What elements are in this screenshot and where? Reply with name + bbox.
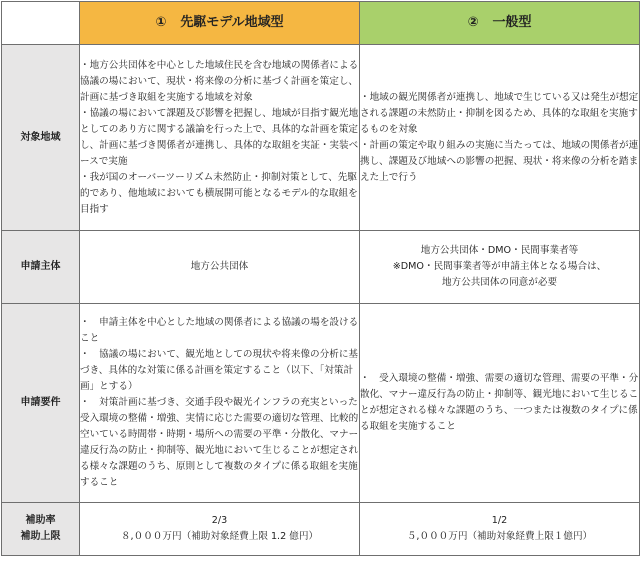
subsidy-cap-value: ８,０００万円（補助対象経費上限 1.2 億円） xyxy=(120,531,319,542)
row-label-requirements: 申請要件 xyxy=(2,304,80,503)
subsidy-rate-value: 2/3 xyxy=(211,515,228,526)
bullet-text: ・ 受入環境の整備・増強、需要の適切な管理、需要の平準・分散化、マナー違反行為の防止・抑制等、観光地において生じることが想定される様々な課題のうち、一つまたは複数のタイプに係る取組を実施すること xyxy=(360,373,639,432)
subsidy-rate-value: 1/2 xyxy=(491,515,508,526)
label-subsidy-cap: 補助上限 xyxy=(20,531,61,542)
row-subsidy xyxy=(2,503,640,556)
header-corner xyxy=(2,2,80,45)
row-requirements xyxy=(2,304,640,503)
requirements-pioneer xyxy=(80,304,360,503)
applicant-general-note: ※DMO・民間事業者等が申請主体となる場合は、 xyxy=(392,261,607,272)
bullet-text: ・我が国のオーバーツーリズム未然防止・抑制対策として、先駆的であり、他地域においても横展開可能となるモデル的な取組を目指す xyxy=(80,171,358,215)
row-label-subsidy xyxy=(2,503,80,556)
bullet-text: ・ 申請主体を中心とした地域の関係者による協議の場を設けること xyxy=(80,317,359,344)
header-pioneer-model xyxy=(80,2,360,45)
applicant-general xyxy=(360,231,640,304)
bullet-text: ・ 協議の場において、観光地としての現状や将来像の分析に基づき、具体的な対策に係る計画を策定すること（以下、「対策計画」とする） xyxy=(80,349,359,392)
row-applicant xyxy=(2,231,640,304)
bullet-text: ・地方公共団体を中心とした地域住民を含む地域の関係者による協議の場において、現状・将来像の分析に基づく計画を策定し、計画に基づき取組を実施する地域を対象 xyxy=(80,59,359,103)
header-general-type xyxy=(360,2,640,45)
row-target-area xyxy=(2,45,640,231)
header-general-title: 一般型 xyxy=(492,15,532,30)
bullet-text: ・計画の策定や取り組みの実施に当たっては、地域の関係者が連携し、課題及び地域への影響の把握、現状・将来像の分析を踏まえた上で行う xyxy=(360,139,639,183)
header-pioneer-number: ① xyxy=(155,15,167,30)
header-pioneer-title: 先駆モデル地域型 xyxy=(180,15,284,30)
comparison-table xyxy=(1,1,640,556)
bullet-text: ・ 対策計画に基づき、交通手段や観光インフラの充実といった受入環境の整備・増強、実情に応じた需要の適切な管理、比較的空いている時間帯・時期・場所への需要の平準・分散化、マナー違反行為の防止・抑制等、観光地において生じることが想定される様々な課題のうち、原則として複数のタイプに係る取組を実施すること xyxy=(80,397,359,488)
bullet-text: ・地域の観光関係者が連携し、地域で生じている又は発生が想定される課題の未然防止・抑制を図るため、具体的な取組を実施するものを対象 xyxy=(360,91,639,135)
header-general-number: ② xyxy=(467,15,479,30)
applicant-general-note: 地方公共団体の同意が必要 xyxy=(441,277,558,288)
row-label-target-area: 対象地域 xyxy=(2,45,80,231)
target-area-pioneer xyxy=(80,45,360,231)
subsidy-pioneer xyxy=(80,503,360,556)
applicant-general-line: 地方公共団体・DMO・民間事業者等 xyxy=(420,245,579,256)
target-area-general xyxy=(360,45,640,231)
header-row xyxy=(2,2,640,45)
subsidy-cap-value: ５,０００万円（補助対象経費上限１億円） xyxy=(406,531,593,542)
bullet-text: ・協議の場において課題及び影響を把握し、地域が目指す観光地としてのあり方に関する議論を行った上で、具体的な計画を策定し、計画に基づき関係者が連携し、具体的な取組を実証・実装ベースで実施 xyxy=(80,107,359,167)
requirements-general xyxy=(360,304,640,503)
label-subsidy-rate: 補助率 xyxy=(25,515,56,526)
subsidy-general xyxy=(360,503,640,556)
applicant-pioneer: 地方公共団体 xyxy=(80,231,360,304)
row-label-applicant: 申請主体 xyxy=(2,231,80,304)
